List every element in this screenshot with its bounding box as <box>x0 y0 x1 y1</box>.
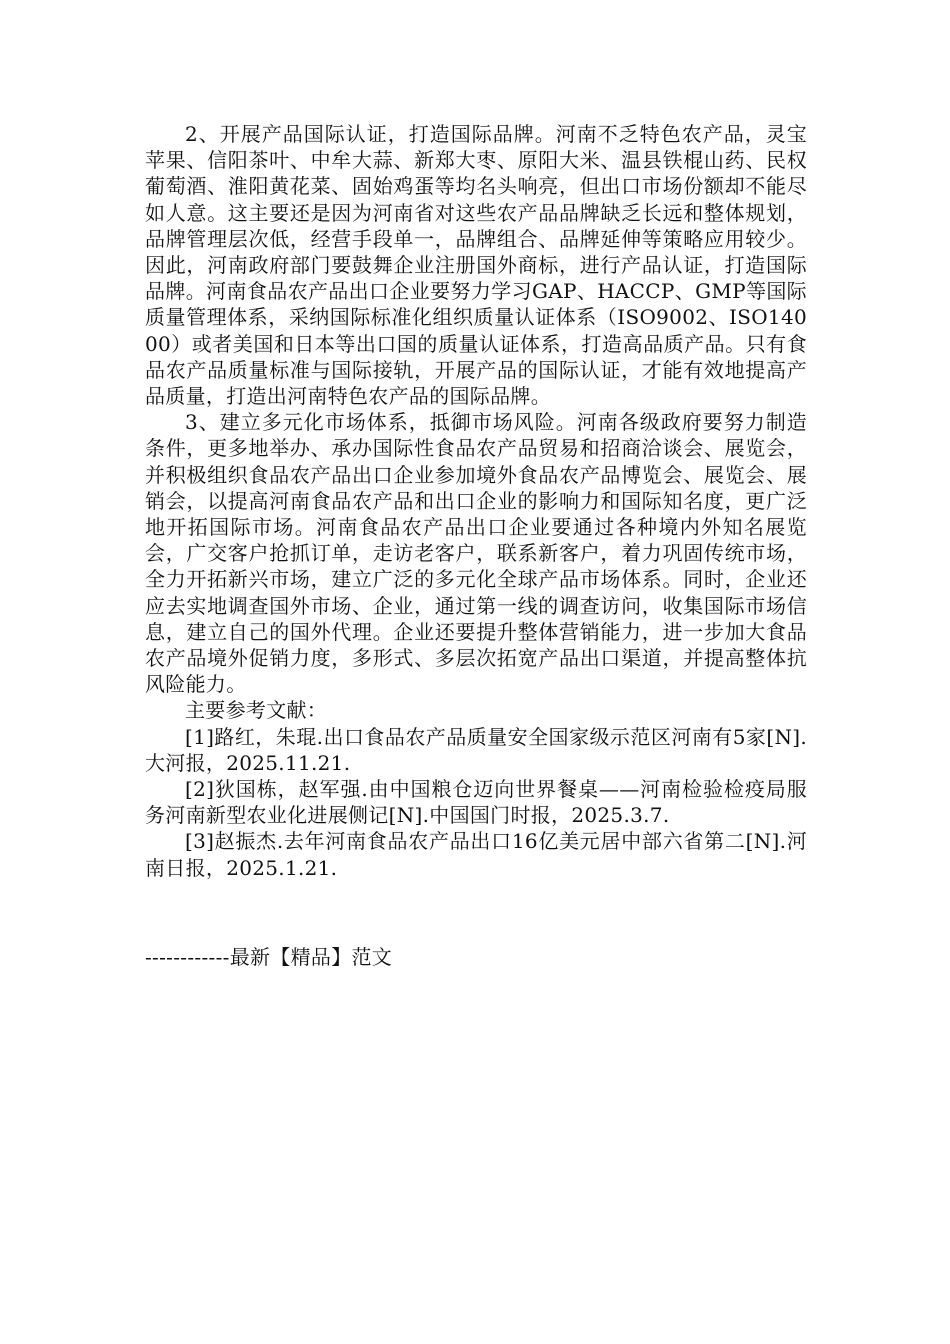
paragraph-international-certification: 2、开展产品国际认证，打造国际品牌。河南不乏特色农产品，灵宝苹果、信阳茶叶、中牟大蒜、新郑大枣、原阳大米、温县铁棍山药、民权葡萄酒、淮阳黄花菜、固始鸡蛋等均名头响亮，但出口市场份额却不能尽如人意。这主要还是因为河南省对这些农产品品牌缺乏长远和整体规划，品牌管理层次低，经营手段单一，品牌组合、品牌延伸等策略应用较少。因此，河南政府部门要鼓舞企业注册国外商标，进行产品认证，打造国际品牌。河南食品农产品出口企业要努力学习GAP、HACCP、GMP等国际质量管理体系，采纳国际标准化组织质量认证体系（ISO9002、ISO14000）或者美国和日本等出口国的质量认证体系，打造高品质产品。只有食品农产品质量标准与国际接轨，开展产品的国际认证，才能有效地提高产品质量，打造出河南特色农产品的国际品牌。 <box>145 122 807 409</box>
reference-item-1: [1]路红，朱琨.出口食品农产品质量安全国家级示范区河南有5家[N].大河报，2025.11.21. <box>145 724 807 775</box>
references-title: 主要参考文献： <box>185 698 328 723</box>
document-body <box>145 121 807 881</box>
footer-text: ------------最新【精品】范文 <box>145 945 393 969</box>
reference-item-3: [3]赵振杰.去年河南食品农产品出口16亿美元居中部六省第二[N].河南日报，2025.1.21. <box>145 829 807 880</box>
paragraph-diversified-market: 3、建立多元化市场体系，抵御市场风险。河南各级政府要努力制造条件，更多地举办、承办国际性食品农产品贸易和招商洽谈会、展览会，并积极组织食品农产品出口企业参加境外食品农产品博览会、展览会、展销会，以提高河南食品农产品和出口企业的影响力和国际知名度，更广泛地开拓国际市场。河南食品农产品出口企业要通过各种境内外知名展览会，广交客户抢抓订单，走访老客户，联系新客户，着力巩固传统市场，全力开拓新兴市场，建立广泛的多元化全球产品市场体系。同时，企业还应去实地调查国外市场、企业，通过第一线的调查访问，收集国际市场信息，建立自己的国外代理。企业还要提升整体营销能力，进一步加大食品农产品境外促销力度，多形式、多层次拓宽产品出口渠道，并提高整体抗风险能力。 <box>145 410 807 697</box>
reference-item-2: [2]狄国栋，赵军强.由中国粮仓迈向世界餐桌——河南检验检疫局服务河南新型农业化进展侧记[N].中国国门时报，2025.3.7. <box>145 777 807 828</box>
